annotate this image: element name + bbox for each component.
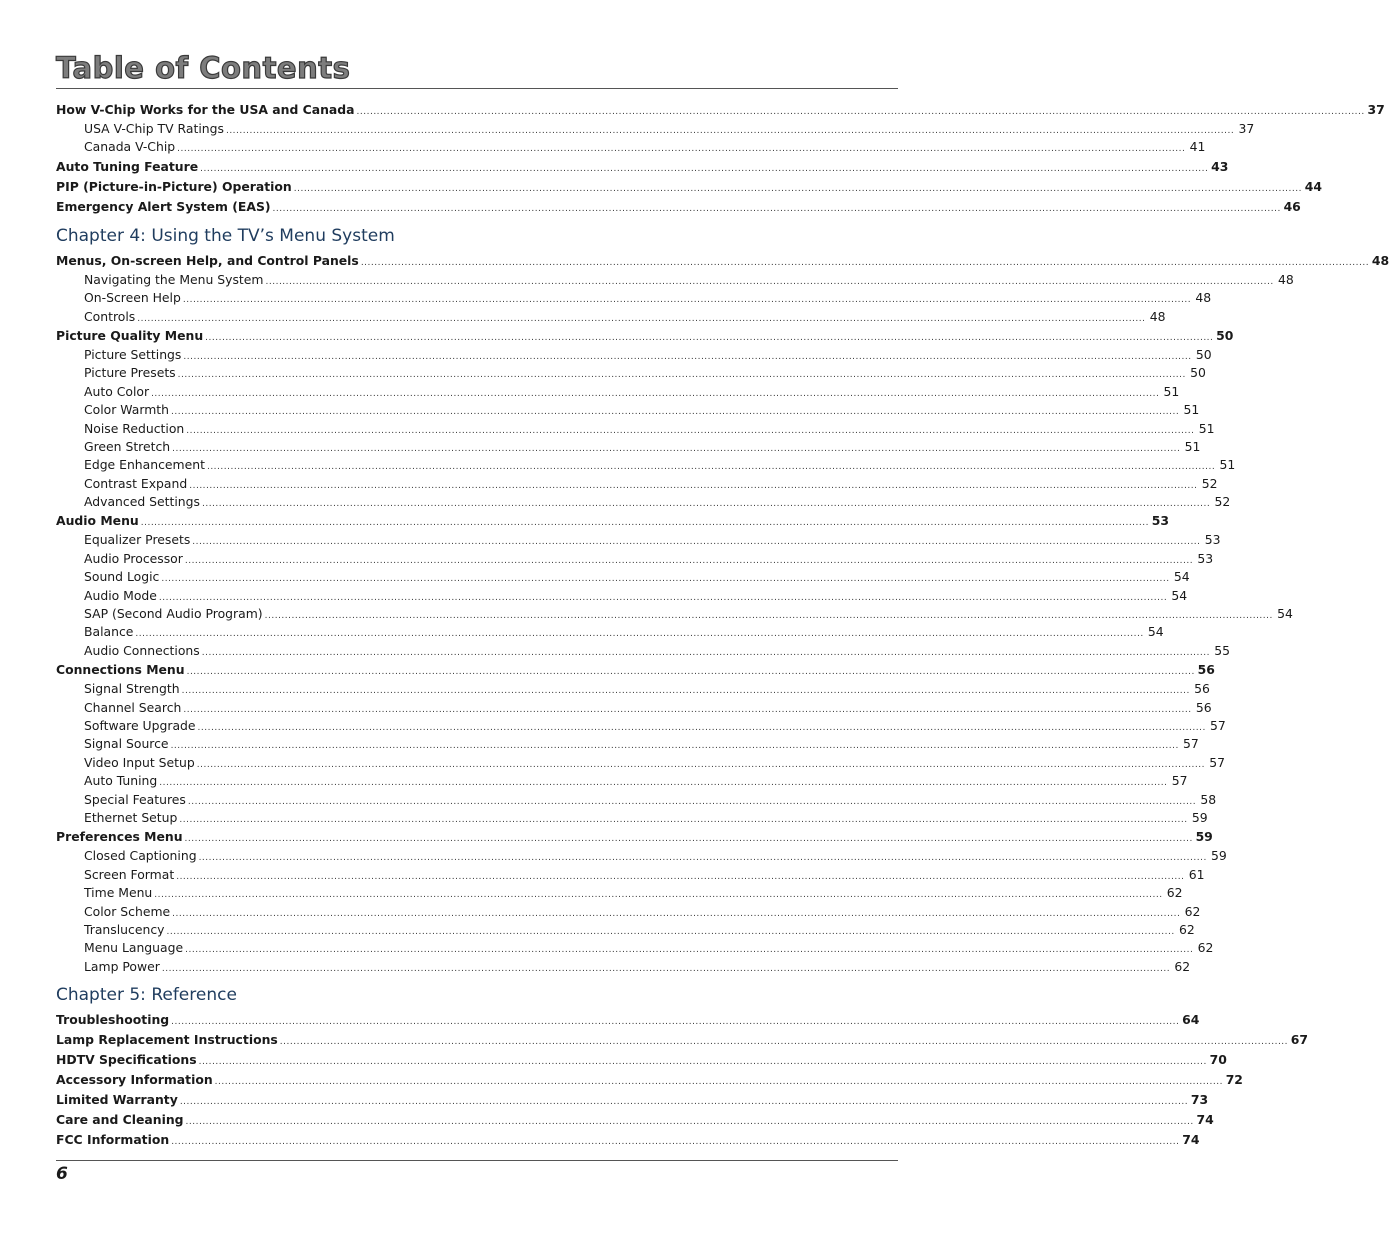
- toc-entry-page: 51: [1184, 438, 1201, 454]
- dot-leader: ............................................................................................................................................................................................................................................................................................................: [171, 407, 1180, 418]
- toc-entry-label: Contrast Expand: [84, 475, 188, 491]
- toc-entry-page: 62: [1174, 958, 1191, 974]
- toc-entry-page: 51: [1183, 402, 1200, 418]
- page-title: Table of Contents: [56, 51, 351, 85]
- toc-entry-label: PIP (Picture-in-Picture) Operation: [56, 178, 292, 194]
- dot-leader: ............................................................................................................................................................................................................................................................................................................: [172, 443, 1181, 454]
- dot-leader: ............................................................................................................................................................................................................................................................................................................: [151, 388, 1160, 399]
- dot-leader: ............................................................................................................................................................................................................................................................................................................: [177, 144, 1186, 155]
- dot-leader: ............................................................................................................................................................................................................................................................................................................: [187, 796, 1197, 807]
- toc-entry-page: 54: [1147, 624, 1164, 640]
- toc-entry-label: Color Warmth: [84, 402, 169, 418]
- dot-leader: ............................................................................................................................................................................................................................................................................................................: [201, 647, 1210, 658]
- toc-entry-page: 48: [1195, 290, 1212, 306]
- toc-entry-label: Color Scheme: [84, 903, 171, 919]
- toc-subentry[interactable]: [56, 754, 1226, 772]
- toc-subentry[interactable]: [56, 346, 1212, 364]
- toc-section: [56, 100, 1385, 217]
- toc-entry-page: 48: [1371, 252, 1389, 268]
- toc-entry-page: 58: [1200, 791, 1217, 807]
- toc-entry-label: Edge Enhancement: [84, 457, 205, 473]
- toc-entry-label: Picture Settings: [84, 346, 182, 362]
- toc-subentry[interactable]: [56, 605, 1293, 623]
- toc-subentry[interactable]: [56, 289, 1212, 307]
- toc-entry-page: 55: [1214, 642, 1230, 658]
- toc-subentry[interactable]: [56, 958, 1191, 976]
- toc-subentry[interactable]: [56, 939, 1214, 957]
- toc-entry-label: Translucency: [84, 921, 165, 937]
- dot-leader: ............................................................................................................................................................................................................................................................................................................: [161, 574, 1170, 585]
- toc-entry-page: 57: [1183, 736, 1199, 752]
- dot-leader: ............................................................................................................................................................................................................................................................................................................: [356, 107, 1365, 117]
- toc-entry-page: 74: [1196, 1112, 1214, 1128]
- dot-leader: ............................................................................................................................................................................................................................................................................................................: [197, 722, 1206, 733]
- toc-subentry[interactable]: [56, 735, 1199, 753]
- toc-entry-label: Limited Warranty: [56, 1092, 178, 1108]
- toc-subentry[interactable]: [56, 138, 1206, 156]
- toc-entry-label: Canada V-Chip: [84, 139, 176, 155]
- toc-entry-page: 37: [1367, 102, 1385, 117]
- dot-leader: ............................................................................................................................................................................................................................................................................................................: [154, 890, 1163, 901]
- toc-entry-label: Audio Menu: [56, 513, 139, 529]
- toc-entry-page: 41: [1189, 139, 1206, 155]
- dot-leader: ............................................................................................................................................................................................................................................................................................................: [140, 518, 1149, 529]
- dot-leader: ............................................................................................................................................................................................................................................................................................................: [186, 425, 1195, 436]
- toc-entry-page: 62: [1166, 885, 1183, 901]
- toc-entry-page: 64: [1182, 1012, 1200, 1028]
- dot-leader: ............................................................................................................................................................................................................................................................................................................: [185, 1117, 1194, 1128]
- dot-leader: ............................................................................................................................................................................................................................................................................................................: [179, 1097, 1189, 1108]
- toc-subentry[interactable]: [56, 308, 1166, 326]
- dot-leader: ............................................................................................................................................................................................................................................................................................................: [198, 853, 1207, 864]
- toc-entry-page: 43: [1211, 158, 1229, 174]
- toc-entry[interactable]: [56, 827, 1213, 847]
- toc-subentry[interactable]: [56, 699, 1212, 717]
- toc-entry-page: 57: [1209, 754, 1226, 770]
- toc-subentry[interactable]: [56, 642, 1230, 660]
- toc-entry-page: 56: [1197, 662, 1215, 678]
- toc-entry[interactable]: [56, 197, 1301, 217]
- toc-subentry[interactable]: [56, 921, 1195, 939]
- toc-entry-page: 53: [1204, 532, 1221, 548]
- toc-entry-label: FCC Information: [56, 1132, 170, 1148]
- toc-entry[interactable]: [56, 326, 1234, 346]
- dot-leader: ............................................................................................................................................................................................................................................................................................................: [198, 1057, 1207, 1068]
- dot-leader: ............................................................................................................................................................................................................................................................................................................: [183, 704, 1192, 715]
- toc-entry-label: How V-Chip Works for the USA and Canada: [56, 102, 355, 117]
- toc-subentry[interactable]: [56, 568, 1190, 586]
- toc-entry-label: Signal Source: [84, 736, 169, 752]
- toc-entry-label: Audio Mode: [84, 587, 157, 603]
- toc-entry-page: 62: [1197, 940, 1214, 956]
- top-divider: [56, 88, 898, 89]
- toc-entry-page: 50: [1190, 365, 1206, 381]
- toc-entry-page: 67: [1290, 1032, 1309, 1048]
- dot-leader: ............................................................................................................................................................................................................................................................................................................: [279, 1037, 1289, 1048]
- toc-entry-label: Picture Quality Menu: [56, 327, 204, 343]
- dot-leader: ............................................................................................................................................................................................................................................................................................................: [166, 926, 1175, 937]
- toc-entry-page: 54: [1173, 569, 1190, 585]
- toc-entry-page: 37: [1238, 121, 1255, 136]
- toc-entry-page: 51: [1219, 457, 1236, 473]
- toc-subentry[interactable]: [56, 550, 1214, 568]
- toc-entry-page: 50: [1195, 346, 1212, 362]
- toc-entry-label: Audio Processor: [84, 550, 183, 566]
- toc-entry-page: 56: [1195, 699, 1212, 715]
- toc-entry[interactable]: [56, 251, 1389, 271]
- toc-entry-label: Menus, On-screen Help, and Control Panels: [56, 252, 359, 268]
- toc-entry[interactable]: [56, 511, 1169, 531]
- toc-subentry[interactable]: [56, 456, 1236, 474]
- toc-subentry[interactable]: [56, 884, 1183, 902]
- dot-leader: ............................................................................................................................................................................................................................................................................................................: [181, 686, 1190, 697]
- toc-entry[interactable]: [56, 1070, 1243, 1090]
- dot-leader: ............................................................................................................................................................................................................................................................................................................: [159, 778, 1168, 789]
- toc-entry-label: Auto Color: [84, 383, 150, 399]
- dot-leader: ............................................................................................................................................................................................................................................................................................................: [201, 499, 1211, 510]
- toc-entry[interactable]: [56, 1130, 1200, 1150]
- dot-leader: ............................................................................................................................................................................................................................................................................................................: [360, 257, 1370, 268]
- toc-entry-page: 74: [1182, 1132, 1200, 1148]
- toc-entry[interactable]: [56, 100, 1385, 120]
- toc-subentry[interactable]: [56, 493, 1231, 511]
- toc-subentry[interactable]: [56, 120, 1255, 138]
- dot-leader: ............................................................................................................................................................................................................................................................................................................: [206, 462, 1216, 473]
- dot-leader: ............................................................................................................................................................................................................................................................................................................: [184, 555, 1194, 566]
- dot-leader: ............................................................................................................................................................................................................................................................................................................: [185, 945, 1194, 956]
- toc-subentry[interactable]: [56, 717, 1226, 735]
- toc-entry-page: 48: [1277, 271, 1294, 287]
- toc-entry-label: Menu Language: [84, 940, 184, 956]
- bottom-divider: [56, 1160, 898, 1161]
- toc-entry-label: Advanced Settings: [84, 494, 200, 510]
- toc-entry-label: Lamp Power: [84, 958, 160, 974]
- dot-leader: ............................................................................................................................................................................................................................................................................................................: [192, 537, 1201, 548]
- toc-entry-page: 57: [1210, 717, 1226, 733]
- toc-subentry[interactable]: [56, 475, 1218, 493]
- dot-leader: ............................................................................................................................................................................................................................................................................................................: [214, 1077, 1223, 1088]
- toc-entry-page: 56: [1194, 681, 1210, 697]
- toc-subentry[interactable]: [56, 401, 1200, 419]
- toc-entry-label: Time Menu: [84, 885, 153, 901]
- toc-entry-page: 51: [1163, 383, 1180, 399]
- toc-entry-label: Green Stretch: [84, 438, 171, 454]
- toc-entry-page: 50: [1216, 327, 1234, 343]
- toc-entry-label: Preferences Menu: [56, 829, 183, 845]
- toc-subentry[interactable]: [56, 364, 1206, 382]
- dot-leader: ............................................................................................................................................................................................................................................................................................................: [264, 611, 1273, 622]
- dot-leader: ............................................................................................................................................................................................................................................................................................................: [205, 332, 1214, 343]
- toc-section: [56, 225, 1389, 976]
- toc-entry-page: 46: [1283, 198, 1301, 214]
- toc-entry-label: Equalizer Presets: [84, 532, 191, 548]
- dot-leader: ............................................................................................................................................................................................................................................................................................................: [196, 759, 1206, 770]
- toc-entry-label: HDTV Specifications: [56, 1052, 197, 1068]
- dot-leader: ............................................................................................................................................................................................................................................................................................................: [171, 1137, 1180, 1148]
- toc-subentry[interactable]: [56, 438, 1201, 456]
- dot-leader: ............................................................................................................................................................................................................................................................................................................: [171, 1017, 1180, 1028]
- toc-entry-page: 59: [1211, 848, 1227, 864]
- dot-leader: ............................................................................................................................................................................................................................................................................................................: [200, 163, 1209, 174]
- dot-leader: ............................................................................................................................................................................................................................................................................................................: [182, 295, 1192, 306]
- toc-entry-label: Balance: [84, 624, 134, 640]
- dot-leader: ............................................................................................................................................................................................................................................................................................................: [184, 834, 1193, 845]
- toc-entry-label: Navigating the Menu System: [84, 271, 264, 287]
- dot-leader: ............................................................................................................................................................................................................................................................................................................: [177, 370, 1186, 381]
- toc-entry-label: USA V-Chip TV Ratings: [84, 121, 224, 136]
- dot-leader: ............................................................................................................................................................................................................................................................................................................: [137, 313, 1146, 324]
- dot-leader: ............................................................................................................................................................................................................................................................................................................: [170, 741, 1179, 752]
- toc-entry-page: 59: [1191, 809, 1208, 825]
- toc-entry[interactable]: [56, 1050, 1227, 1070]
- toc-entry-label: On-Screen Help: [84, 290, 181, 306]
- toc-entry-label: SAP (Second Audio Program): [84, 606, 263, 622]
- dot-leader: ............................................................................................................................................................................................................................................................................................................: [272, 203, 1281, 214]
- toc-subentry[interactable]: [56, 271, 1294, 289]
- toc-subentry[interactable]: [56, 420, 1215, 438]
- dot-leader: ............................................................................................................................................................................................................................................................................................................: [265, 276, 1274, 287]
- toc-entry[interactable]: [56, 1110, 1214, 1130]
- dot-leader: ............................................................................................................................................................................................................................................................................................................: [183, 351, 1192, 362]
- dot-leader: ............................................................................................................................................................................................................................................................................................................: [179, 814, 1188, 825]
- dot-leader: ............................................................................................................................................................................................................................................................................................................: [225, 126, 1235, 136]
- toc-entry-label: Sound Logic: [84, 569, 160, 585]
- toc-entry[interactable]: [56, 1030, 1309, 1050]
- toc-entry-label: Closed Captioning: [84, 848, 197, 864]
- toc-subentry[interactable]: [56, 623, 1164, 641]
- toc-entry[interactable]: [56, 1090, 1209, 1110]
- dot-leader: ............................................................................................................................................................................................................................................................................................................: [161, 963, 1171, 974]
- toc-entry-label: Controls: [84, 308, 136, 324]
- toc-entry-page: 52: [1214, 494, 1231, 510]
- toc-entry-label: Care and Cleaning: [56, 1112, 184, 1128]
- toc-entry-label: Ethernet Setup: [84, 809, 178, 825]
- dot-leader: ............................................................................................................................................................................................................................................................................................................: [158, 592, 1168, 603]
- dot-leader: ............................................................................................................................................................................................................................................................................................................: [186, 667, 1195, 678]
- toc-entry-label: Auto Tuning: [84, 773, 158, 789]
- toc-entry-label: Connections Menu: [56, 662, 185, 678]
- dot-leader: ............................................................................................................................................................................................................................................................................................................: [172, 908, 1181, 919]
- toc-entry-page: 51: [1198, 420, 1215, 436]
- toc-subentry[interactable]: [56, 680, 1210, 698]
- toc-entry[interactable]: [56, 157, 1229, 177]
- toc-entry-page: 72: [1225, 1072, 1243, 1088]
- toc-entry-label: Software Upgrade: [84, 717, 196, 733]
- page-number: 6: [56, 1164, 68, 1184]
- toc-entry-page: 73: [1190, 1092, 1209, 1108]
- toc-entry-page: 52: [1201, 475, 1218, 491]
- toc-entry-label: Channel Search: [84, 699, 182, 715]
- toc-entry[interactable]: [56, 177, 1322, 197]
- dot-leader: ............................................................................................................................................................................................................................................................................................................: [293, 183, 1302, 194]
- toc-entry-label: Special Features: [84, 791, 186, 807]
- toc-subentry[interactable]: [56, 587, 1188, 605]
- toc-entry-label: Accessory Information: [56, 1072, 213, 1088]
- toc-subentry[interactable]: [56, 903, 1201, 921]
- toc-subentry[interactable]: [56, 772, 1188, 790]
- toc-entry-label: Emergency Alert System (EAS): [56, 198, 271, 214]
- toc-entry-page: 44: [1304, 178, 1322, 194]
- chapter-heading: Chapter 5: Reference: [56, 985, 237, 1006]
- toc-subentry[interactable]: [56, 847, 1227, 865]
- toc-entry-label: Noise Reduction: [84, 420, 185, 436]
- toc-entry-page: 70: [1209, 1052, 1227, 1068]
- toc-entry-page: 62: [1184, 903, 1201, 919]
- toc-entry-label: Signal Strength: [84, 681, 180, 697]
- table-of-contents: [56, 100, 1389, 1150]
- toc-entry-label: Video Input Setup: [84, 754, 195, 770]
- toc-entry[interactable]: [56, 660, 1215, 680]
- dot-leader: ............................................................................................................................................................................................................................................................................................................: [135, 629, 1144, 640]
- toc-entry-label: Auto Tuning Feature: [56, 158, 199, 174]
- toc-entry-page: 48: [1149, 308, 1166, 324]
- toc-entry-page: 62: [1178, 921, 1195, 937]
- toc-entry-label: Lamp Replacement Instructions: [56, 1032, 278, 1048]
- chapter-heading: Chapter 4: Using the TV’s Menu System: [56, 225, 395, 246]
- toc-entry-page: 53: [1197, 550, 1214, 566]
- toc-entry-page: 54: [1171, 587, 1188, 603]
- toc-subentry[interactable]: [56, 791, 1217, 809]
- dot-leader: ............................................................................................................................................................................................................................................................................................................: [176, 871, 1185, 882]
- toc-entry-page: 53: [1151, 513, 1169, 529]
- toc-subentry[interactable]: [56, 383, 1180, 401]
- toc-entry-page: 61: [1188, 866, 1205, 882]
- toc-subentry[interactable]: [56, 809, 1208, 827]
- toc-subentry[interactable]: [56, 531, 1221, 549]
- toc-entry[interactable]: [56, 1010, 1200, 1030]
- toc-entry-page: 59: [1195, 829, 1213, 845]
- dot-leader: ............................................................................................................................................................................................................................................................................................................: [189, 480, 1198, 491]
- toc-entry-label: Picture Presets: [84, 365, 176, 381]
- toc-entry-label: Screen Format: [84, 866, 175, 882]
- toc-section: [56, 984, 1309, 1150]
- toc-subentry[interactable]: [56, 866, 1205, 884]
- toc-entry-page: 57: [1171, 773, 1188, 789]
- toc-entry-page: 54: [1277, 606, 1293, 622]
- toc-entry-label: Troubleshooting: [56, 1012, 170, 1028]
- toc-entry-label: Audio Connections: [84, 642, 200, 658]
